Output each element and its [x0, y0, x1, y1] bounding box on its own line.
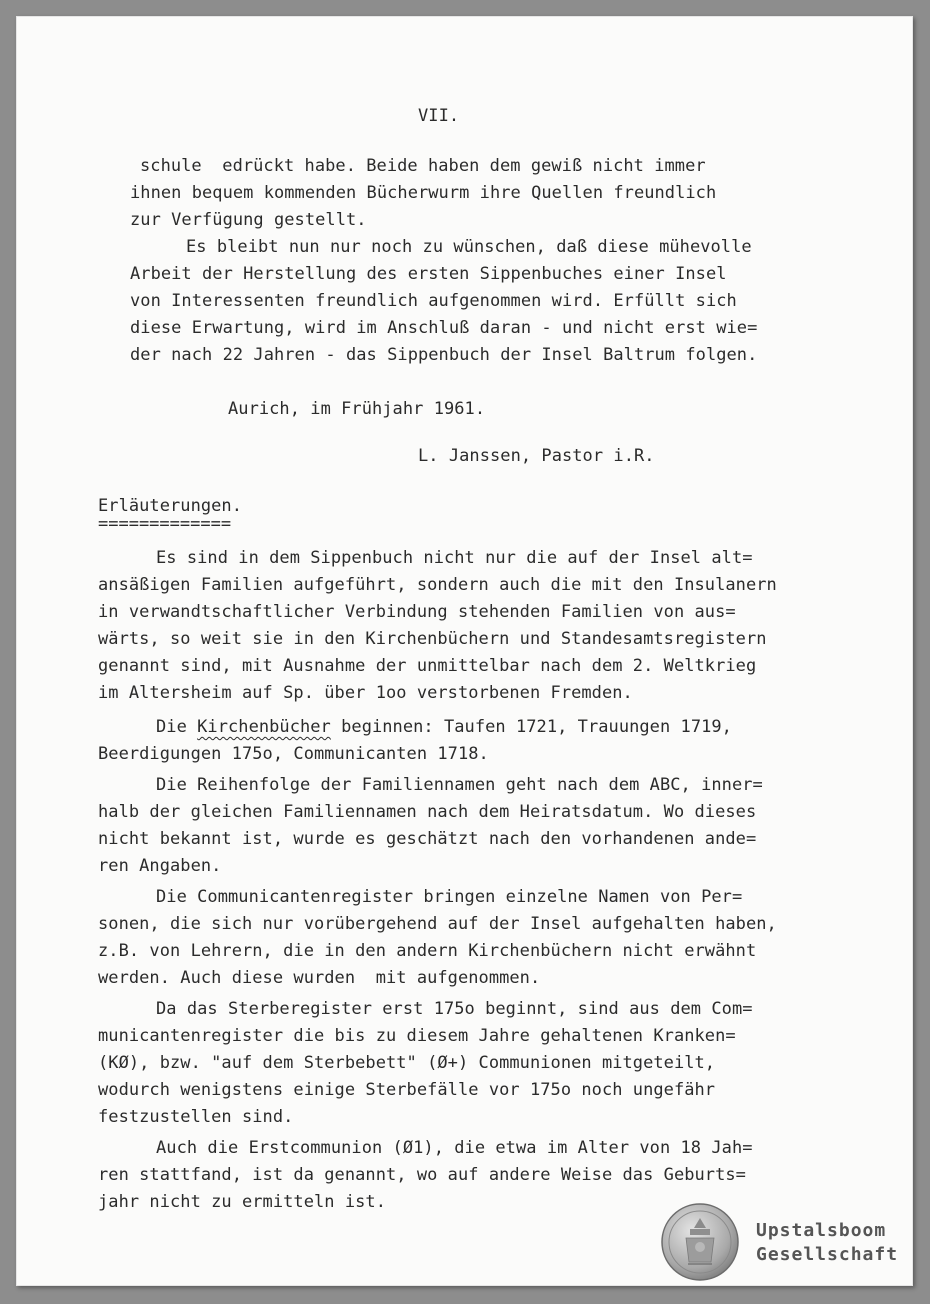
- body-line-21: Auch die Erstcommunion (Ø1), die etwa im Alter von 18 Jah=: [156, 1138, 753, 1158]
- intro-line-5: Arbeit der Herstellung des ersten Sippenbuches einer Insel: [130, 264, 727, 284]
- logo-line-2: Gesellschaft: [756, 1244, 899, 1265]
- intro-line-7: diese Erwartung, wird im Anschluß daran - und nicht erst wie=: [130, 318, 758, 338]
- body-line-12: Die Communicantenregister bringen einzelne Namen von Per=: [156, 887, 743, 907]
- body-line-6: im Altersheim auf Sp. über 1oo verstorbenen Fremden.: [98, 683, 633, 703]
- body-line-7: Beerdigungen 175o, Communicanten 1718.: [98, 744, 489, 764]
- intro-line-6: von Interessenten freundlich aufgenommen wird. Erfüllt sich: [130, 291, 737, 311]
- intro-line-8: der nach 22 Jahren - das Sippenbuch der Insel Baltrum folgen.: [130, 345, 758, 365]
- body-line-5: genannt sind, mit Ausnahme der unmittelbar nach dem 2. Weltkrieg: [98, 656, 757, 676]
- kirchen-underlined: Kirchenbücher: [197, 717, 331, 737]
- body-line-22: ren stattfand, ist da genannt, wo auf andere Weise das Geburts=: [98, 1165, 746, 1185]
- body-line-18: (KØ), bzw. "auf dem Sterbebett" (Ø+) Communionen mitgeteilt,: [98, 1053, 716, 1073]
- signature: L. Janssen, Pastor i.R.: [418, 446, 655, 466]
- section-heading: Erläuterungen.: [98, 496, 242, 516]
- body-line-19: wodurch wenigstens einige Sterbefälle vor 175o noch ungefähr: [98, 1080, 716, 1100]
- body-line-10: nicht bekannt ist, wurde es geschätzt nach den vorhandenen ande=: [98, 829, 757, 849]
- body-line-23: jahr nicht zu ermitteln ist.: [98, 1192, 386, 1212]
- body-line-1: Es sind in dem Sippenbuch nicht nur die auf der Insel alt=: [156, 548, 753, 568]
- body-line-16: Da das Sterberegister erst 175o beginnt, sind aus dem Com=: [156, 999, 753, 1019]
- kirchen-prefix: Die: [156, 717, 198, 737]
- intro-line-2: ihnen bequem kommenden Bücherwurm ihre Quellen freundlich: [130, 183, 717, 203]
- kirchen-suffix: beginnen: Taufen 1721, Trauungen 1719,: [330, 717, 732, 737]
- body-line-13: sonen, die sich nur vorübergehend auf der Insel aufgehalten haben,: [98, 914, 777, 934]
- intro-line-1: schule edrückt habe. Beide haben dem gewiß nicht immer: [140, 156, 706, 176]
- body-line-17: municantenregister die bis zu diesem Jahre gehaltenen Kranken=: [98, 1026, 736, 1046]
- intro-line-3: zur Verfügung gestellt.: [130, 210, 367, 230]
- body-line-20: festzustellen sind.: [98, 1107, 294, 1127]
- intro-line-4: Es bleibt nun nur noch zu wünschen, daß diese mühevolle: [186, 237, 752, 257]
- body-line-9: halb der gleichen Familiennamen nach dem Heiratsdatum. Wo dieses: [98, 802, 757, 822]
- body-line-3: in verwandtschaftlicher Verbindung stehenden Familien von aus=: [98, 602, 736, 622]
- kirchen-line: [156, 717, 732, 737]
- body-line-15: werden. Auch diese wurden mit aufgenommen.: [98, 968, 541, 988]
- body-line-14: z.B. von Lehrern, die in den andern Kirchenbüchern nicht erwähnt: [98, 941, 757, 961]
- upstalsboom-logo: [660, 1202, 900, 1282]
- body-line-2: ansäßigen Familien aufgeführt, sondern auch die mit den Insulanern: [98, 575, 777, 595]
- logo-line-1: Upstalsboom: [756, 1220, 887, 1241]
- seal-icon: [660, 1202, 740, 1282]
- page-number: VII.: [418, 106, 460, 126]
- body-line-8: Die Reihenfolge der Familiennamen geht nach dem ABC, inner=: [156, 775, 763, 795]
- section-heading-rule: =============: [98, 514, 232, 534]
- place-date: Aurich, im Frühjahr 1961.: [228, 399, 486, 419]
- document-page: [16, 16, 913, 1286]
- body-line-11: ren Angaben.: [98, 856, 222, 876]
- body-line-4: wärts, so weit sie in den Kirchenbüchern und Standesamtsregistern: [98, 629, 767, 649]
